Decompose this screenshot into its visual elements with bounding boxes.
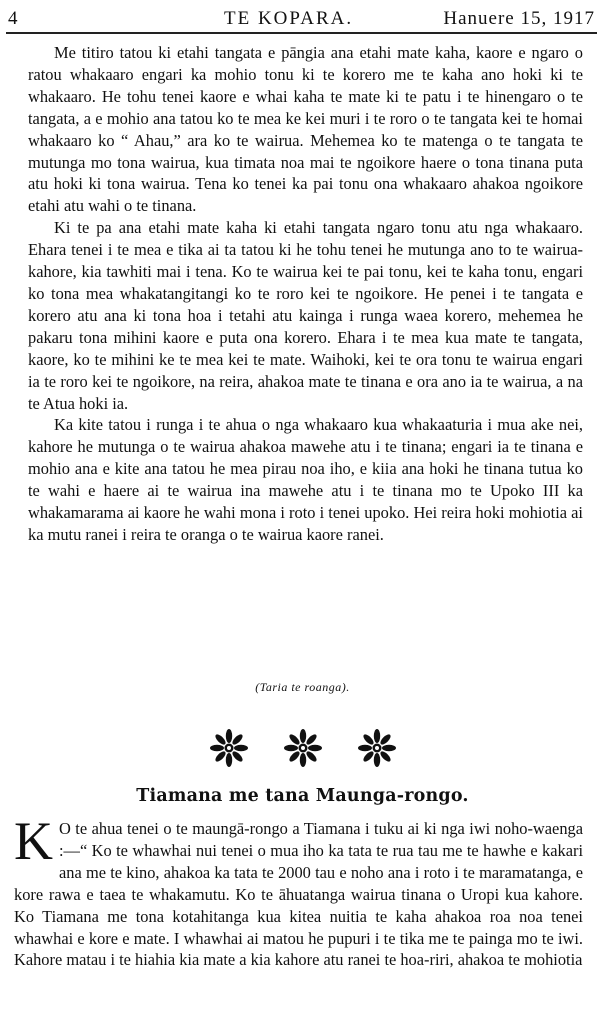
article-text: O te ahua tenei o te maungā-rongo a Tiamana i tuku ai ki nga iwi noho-waenga :—“ Ko te whawhai nui tenei o mua iho ka tata te rua tau me te hawhe e kakari ana me te kino, ahakoa ka tata te 2000 tau e noho ana i roto i te maramatanga, e kore rawa e taea te whakamutu. Ko te āhuatanga wairua tinana o Uropi kua kahore. Ko Tiamana me tona kotahitanga kua kitea nuitia te kaha ahakoa roa noa tenei whawhai e kore e mate. I whawhai ai matou he pupuri i te tika me te painga mo te iwi. Kahore matau i te hiahia kia mate a kia kahore atu ranei te hoa-riri, ahakoa te mohiotia <box>14 819 583 970</box>
flower-ornament-icon <box>209 728 249 768</box>
page-number: 4 <box>8 8 18 29</box>
page-header <box>8 2 595 30</box>
section-ornaments <box>0 728 605 768</box>
flower-ornament-icon <box>357 728 397 768</box>
issue-date: Hanuere 15, 1917 <box>443 8 595 29</box>
article-body <box>28 42 583 546</box>
paragraph: Me titiro tatou ki etahi tangata e pāngia ana etahi mate kaha, kaore e ngaro o ratou whakaaro engari ka mohio tonu ki te korero me te kaha ano hoki ki te whakaaro. He tohu tenei kaore e whai kaha te mate ki te patu i te hinengaro o te tangata, a e mohio ana tatou ko te mea ke kei muri i te roro o te tangata kei te homai whakaaro ko “ Ahau,” ara ko te wairua. Mehemea ko te matenga o te tangata te mutunga mo tona wairua, kua timata noa mai te ngoikore haere o tona tinana puta atu hoki ki tona wairua. Tena ko tenei ka pai tonu ona whakaaro ahakoa ngoikore etahi atu wahi o te tinana. <box>28 43 583 216</box>
second-article <box>14 811 583 971</box>
paragraph: Ka kite tatou i runga i te ahua o nga whakaaro kua whakaaturia i mua ake nei, kahore he mutunga o te wairua ahakoa mawehe atu i te tinana; engari ia te tinana e mohio ana e kite ana tatou he mea pirau noa iho, e kiia ana hoki he tinana tutua ko te wahi e haere ai te wairua ina mawehe atu i te tinana mo te Upoko III ka whakamarama ai kaore he wahi mona i roto i tenei upoko. Hei reira hoki mohiotia ai ka mutu ranei i reira te oranga o te wairua kaore ranei. <box>28 415 583 544</box>
continuation-note: (Taria te roanga). <box>255 680 350 694</box>
flower-ornament-icon <box>283 728 323 768</box>
publication-title: TE KOPARA. <box>224 8 354 29</box>
drop-cap: K <box>14 811 53 871</box>
article-heading: Tiamana me tana Maunga-rongo. <box>136 786 469 806</box>
header-rule <box>6 32 597 34</box>
paragraph: Ki te pa ana etahi mate kaha ki etahi tangata ngaro tonu atu nga whakaaro. Ehara tenei i te mea e tika ai ta tatou ki he tohu tenei he mutunga ano to te wairua-kahore, kia tawhiti mai i tena. Ko te wairua kei te pai tonu, kei te kaha tonu, engari ko tona mea whakatangitangi ko te roro kei te ngoikore. He penei i te tangata e korero atu ana ki tona hoa i tetahi atu kainga i runga waea korero, mehemea he pakaru tona mihini kaore e puta ona korero. Ehara i te mea kua mate te tangata, kaore, ko te mihini ke te mea kei te mate. Waihoki, kei te ora tonu te wairua engari ia te roro kei te ngoikore, na reira, ahakoa mate te tinana e ora ano ia te wairua, a na te Atua hoki ia. <box>28 218 583 413</box>
